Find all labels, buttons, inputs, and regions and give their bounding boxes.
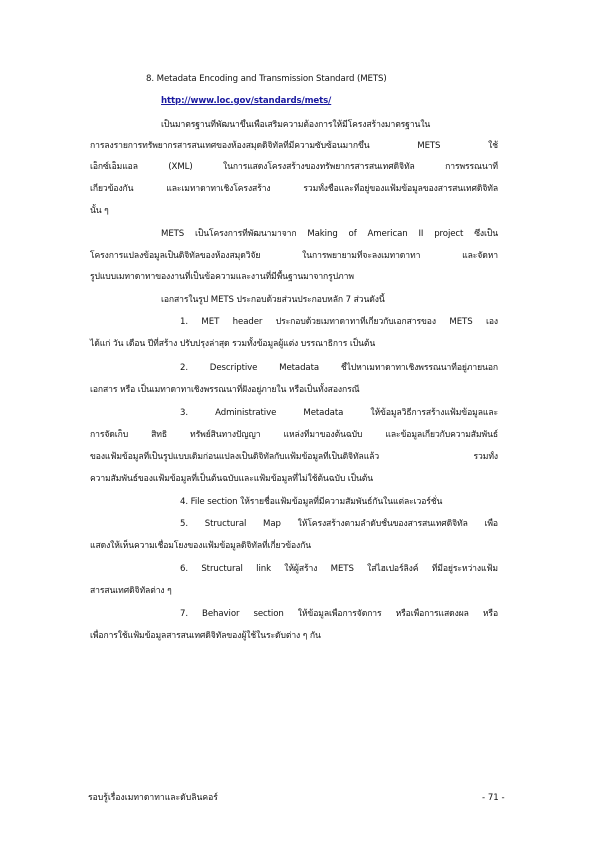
list-item-line: ความสัมพันธ์ของแฟ้มข้อมูลที่เป็นต้นฉบับและแฟ้มข้อมูลที่ไม่ใช้ต้นฉบับ เป็นต้น xyxy=(90,474,374,484)
paragraph-line: เป็นมาตรฐานที่พัฒนาขึ้นเพื่อเสริมความต้องการให้มีโครงสร้างมาตรฐานใน xyxy=(161,120,431,130)
list-item-line: การจัดเก็บ สิทธิ ทรัพย์สินทางปัญญา แหล่งที่มาของต้นฉบับ และข้อมูลเกี่ยวกับความสัมพันธ์ xyxy=(90,430,498,440)
section-heading: 8. Metadata Encoding and Transmission Standard (METS) xyxy=(146,74,387,84)
list-item-line: 3. Administrative Metadata ให้ข้อมูลวิธีการสร้างแฟ้มข้อมูลและ xyxy=(180,408,498,418)
list-item-line: แสดงให้เห็นความเชื่อมโยงของแฟ้มข้อมูลดิจิทัลที่เกี่ยวข้องกัน xyxy=(90,541,312,551)
paragraph-line: เกี่ยวข้องกัน และเมทาดาทาเชิงโครงสร้าง รวมทั้งชื่อและที่อยู่ของแฟ้มข้อมูลของสารสนเทศดิจิทัล xyxy=(90,184,498,194)
paragraph-line: การลงรายการทรัพยากรสารสนเทศของห้องสมุดดิจิทัลที่มีความซับซ้อนมากขึ้น METS ใช้ xyxy=(90,141,498,151)
list-item-line: 6. Structural link ให้ผู้สร้าง METS ใส่ไฮเปอร์ลิงค์ ที่มีอยู่ระหว่างแฟ้ม xyxy=(180,564,498,574)
list-item-line: ของแฟ้มข้อมูลที่เป็นรูปแบบเดิมก่อนแปลงเป็นดิจิทัลกับแฟ้มข้อมูลที่เป็นดิจิทัลแล้ว รวมทั้ง xyxy=(90,452,498,462)
list-item-line: 4. File section ให้รายชื่อแฟ้มข้อมูลที่มีความสัมพันธ์กันในแต่ละเวอร์ชั่น xyxy=(180,497,443,507)
paragraph-line: โครงการแปลงข้อมูลเป็นดิจิทัลของห้องสมุดวิจัย ในการพยายามที่จะลงเมทาดาทา และจัดหา xyxy=(90,251,498,261)
list-item-line: ได้แก่ วัน เดือน ปีที่สร้าง ปรับปรุงล่าสุด รวมทั้งข้อมูลผู้แต่ง บรรณาธิการ เป็นต้น xyxy=(90,339,376,349)
paragraph-line: นั้น ๆ xyxy=(90,206,109,216)
footer-title: รอบรู้เรื่องเมทาดาทาและดับลินคอร์ xyxy=(88,793,218,803)
list-item-line: 7. Behavior section ให้ข้อมูลเพื่อการจัดการ หรือเพื่อการแสดงผล หรือ xyxy=(180,609,498,619)
paragraph-line: เอกสารในรูป METS ประกอบด้วยส่วนประกอบหลัก 7 ส่วนดังนี้ xyxy=(161,295,385,305)
list-item-line: เพื่อการใช้แฟ้มข้อมูลสารสนเทศดิจิทัลของผู้ใช้ในระดับต่าง ๆ กัน xyxy=(90,631,321,641)
list-item-line: เอกสาร หรือ เป็นเมทาดาทาเชิงพรรณนาที่ฝังอยู่ภายใน หรือเป็นทั้งสองกรณี xyxy=(90,385,360,395)
mets-url-link[interactable]: http://www.loc.gov/standards/mets/ xyxy=(161,96,332,106)
page-number: - 71 - xyxy=(482,793,505,803)
paragraph-line: เอ็กซ์เอ็มแอล (XML) ในการแสดงโครงสร้างของทรัพยากรสารสนเทศดิจิทัล การพรรณนาที่ xyxy=(90,162,498,172)
list-item-line: 2. Descriptive Metadata ชี้ไปหาเมทาดาทาเชิงพรรณนาที่อยู่ภายนอก xyxy=(180,363,498,373)
list-item-line: 5. Structural Map ให้โครงสร้างตามลำดับชั้นของสารสนเทศดิจิทัล เพื่อ xyxy=(180,519,498,529)
list-item-line: สารสนเทศดิจิทัลต่าง ๆ xyxy=(90,586,172,596)
list-item-line: 1. MET header ประกอบด้วยเมทาดาทาที่เกี่ยวกับเอกสารของ METS เอง xyxy=(180,317,498,327)
paragraph-line: METS เป็นโครงการที่พัฒนามาจาก Making of American II project ซึ่งเป็น xyxy=(161,229,498,239)
paragraph-line: รูปแบบเมทาดาทาของงานที่เป็นข้อความและงานที่มีพื้นฐานมาจากรูปภาพ xyxy=(90,272,354,282)
